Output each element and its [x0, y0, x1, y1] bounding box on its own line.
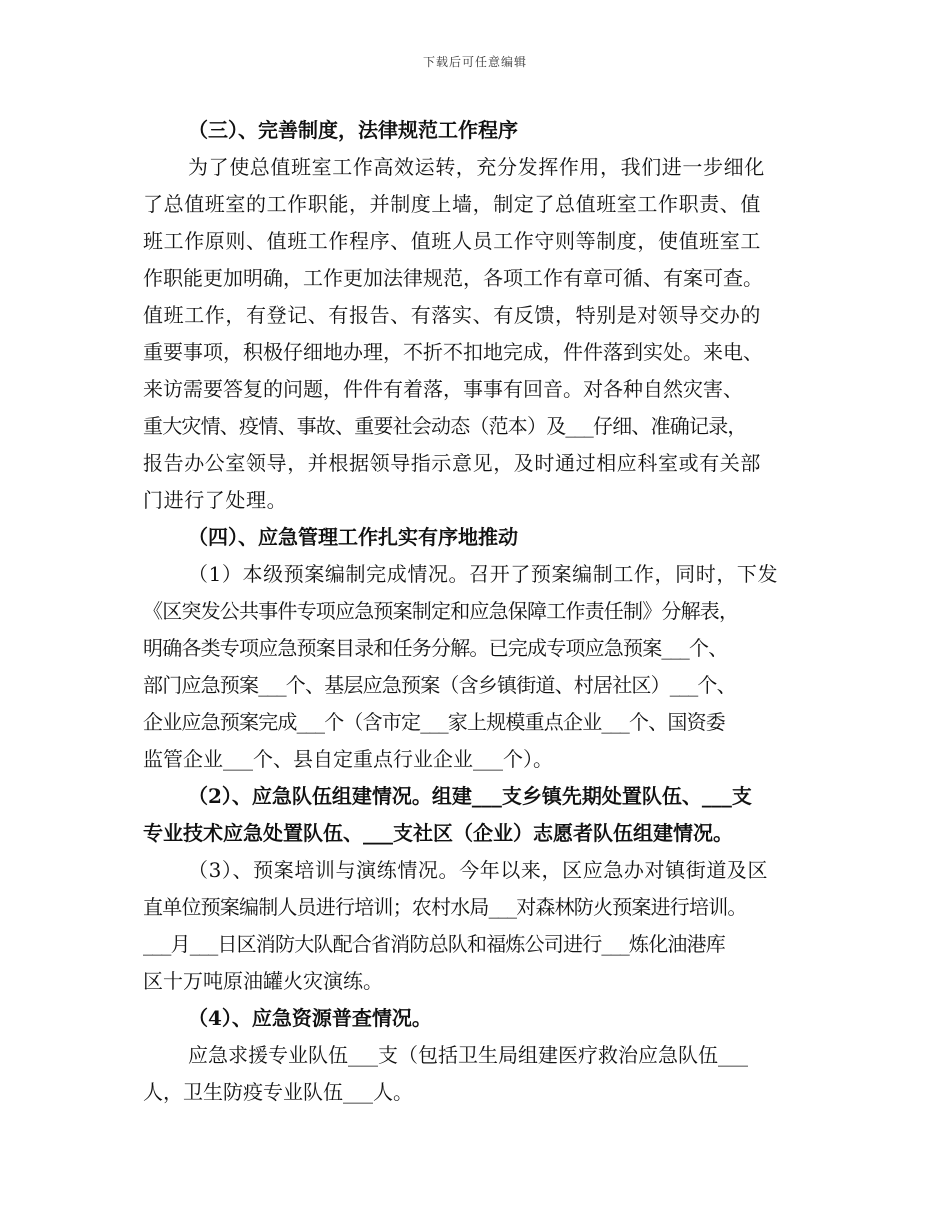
section-heading-3: （三）、完善制度，法律规范工作程序	[188, 118, 518, 142]
paragraph-line: ___月___日区消防大队配合省消防总队和福炼公司进行___炼化油港库	[143, 932, 726, 956]
paragraph-line: 人，卫生防疫专业队伍___人。	[143, 1080, 413, 1104]
paragraph-line: （1）本级预案编制完成情况。召开了预案编制工作，同时，下发	[188, 562, 779, 586]
paragraph-line: （3）、预案培训与演练情况。今年以来，区应急办对镇街道及区	[188, 858, 769, 882]
bold-paragraph-line: 专业技术应急处置队伍、___支社区（企业）志愿者队伍组建情况。	[143, 821, 733, 845]
paragraph-line: 门进行了处理。	[143, 488, 288, 512]
paragraph-line: 作职能更加明确，工作更加法律规范，各项工作有章可循、有案可查。	[143, 266, 763, 290]
paragraph-line: 监管企业___个、县自定重点行业企业___个）。	[143, 747, 553, 771]
paragraph-line: 来访需要答复的问题，件件有着落，事事有回音。对各种自然灾害、	[143, 377, 743, 401]
paragraph-line: 明确各类专项应急预案目录和任务分解。已完成专项应急预案___个、	[143, 636, 728, 660]
paragraph-line: 直单位预案编制人员进行培训；农村水局___对森林防火预案进行培训。	[143, 895, 747, 919]
paragraph-line: 重要事项，积极仔细地办理，不折不扣地完成，件件落到实处。来电、	[143, 340, 763, 364]
paragraph-line: 重大灾情、疫情、事故、重要社会动态（范本）及___仔细、准确记录，	[143, 414, 747, 438]
paragraph-line: 报告办公室领导，并根据领导指示意见，及时通过相应科室或有关部	[143, 451, 761, 475]
paragraph-line: 《区突发公共事件专项应急预案制定和应急保障工作责任制》分解表，	[143, 599, 739, 623]
document-body	[143, 112, 811, 1111]
paragraph-line: 部门应急预案___个、基层应急预案（含乡镇街道、村居社区）___个、	[143, 673, 736, 697]
bold-paragraph-line: （2）、应急队伍组建情况。组建___支乡镇先期处置队伍、___支	[188, 784, 752, 808]
paragraph-line: 区十万吨原油罐火灾演练。	[143, 969, 383, 993]
paragraph-line: 值班工作，有登记、有报告、有落实、有反馈，特别是对领导交办的	[143, 303, 761, 327]
paragraph-line: 企业应急预案完成___个（含市定___家上规模重点企业___个、国资委	[143, 710, 726, 734]
subsection-heading: （4）、应急资源普查情况。	[188, 1006, 432, 1030]
page-header: 下载后可任意编辑	[422, 55, 527, 69]
section-heading-4: （四）、应急管理工作扎实有序地推动	[188, 525, 518, 549]
paragraph-line: 应急求援专业队伍___支（包括卫生局组建医疗救治应急队伍___	[188, 1043, 748, 1067]
paragraph-line: 为了使总值班室工作高效运转，充分发挥作用，我们进一步细化	[188, 155, 765, 179]
paragraph-line: 班工作原则、值班工作程序、值班人员工作守则等制度，使值班室工	[143, 229, 761, 253]
paragraph-line: 了总值班室的工作职能，并制度上墙，制定了总值班室工作职责、值	[143, 192, 761, 216]
